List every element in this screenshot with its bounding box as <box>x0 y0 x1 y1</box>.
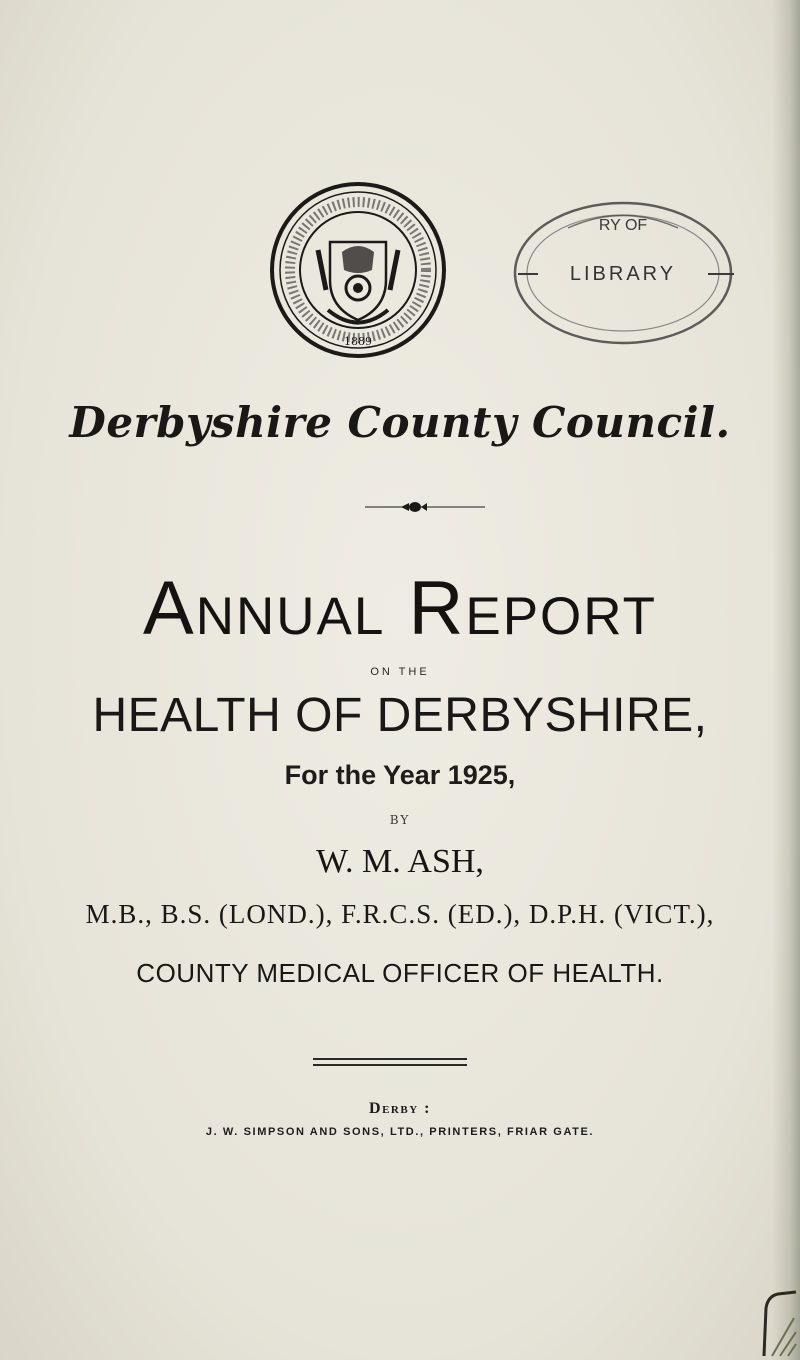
double-rule-bottom <box>313 1064 467 1066</box>
decorative-rule-ornament <box>365 500 485 514</box>
svg-text:1889: 1889 <box>344 335 372 348</box>
council-name: Derbyshire County Council. <box>69 398 731 447</box>
stamp-library-text: LIBRARY <box>569 263 677 285</box>
torn-corner-mark <box>738 1288 798 1358</box>
report-subject: HEALTH OF DERBYSHIRE, <box>92 689 708 742</box>
report-title: Annual Report <box>143 566 657 651</box>
author-qualifications: M.B., B.S. (LOND.), F.R.C.S. (ED.), D.P.H. (VICT.), <box>85 899 715 929</box>
imprint-place: Derby : <box>369 1100 431 1117</box>
by-label: BY <box>389 813 411 827</box>
double-rule-top <box>313 1058 467 1060</box>
library-stamp <box>498 188 748 358</box>
imprint-printer: J. W. SIMPSON AND SONS, LTD., PRINTERS, FRIAR GATE. <box>205 1126 595 1138</box>
author-name: W. M. ASH, <box>316 843 484 880</box>
county-seal-emblem <box>268 180 448 360</box>
stamp-arc-text: RY OF <box>598 217 648 234</box>
report-year: For the Year 1925, <box>284 760 516 790</box>
on-the-label: ON THE <box>370 666 430 678</box>
page-edge-shadow <box>772 0 800 1360</box>
author-position: COUNTY MEDICAL OFFICER OF HEALTH. <box>136 958 664 988</box>
